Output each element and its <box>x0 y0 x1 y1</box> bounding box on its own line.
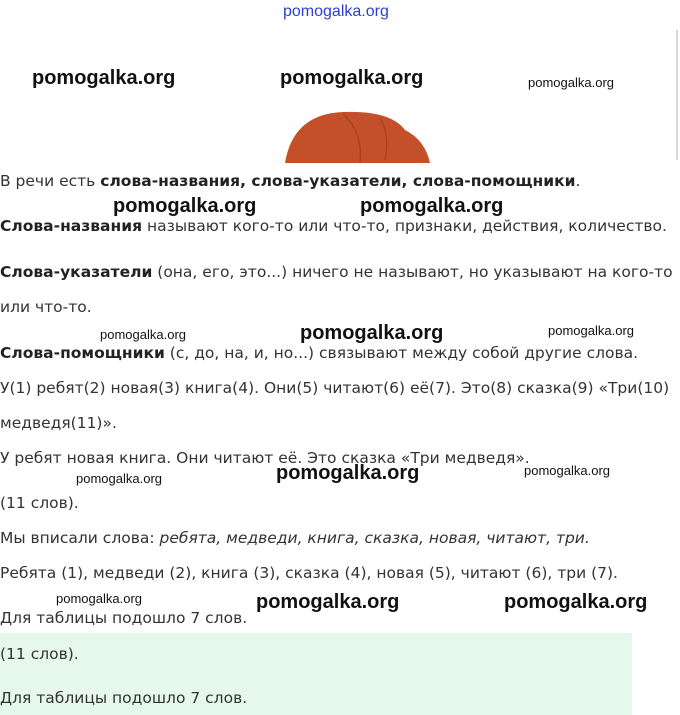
watermark: pomogalka.org <box>256 591 400 613</box>
text-line-numbered-cont: медведя(11)». <box>0 414 117 432</box>
illustration-ball <box>285 110 435 165</box>
text-line-pointers: Слова-указатели (она, его, это...) ничего не называют, но указывают на кого-то <box>0 263 673 281</box>
watermark: pomogalka.org <box>300 322 444 344</box>
watermark: pomogalka.org <box>528 75 614 90</box>
text-line-written: Мы вписали слова: ребята, медведи, книга, сказка, новая, читают, три. <box>0 529 590 547</box>
watermark: pomogalka.org <box>280 67 424 89</box>
watermark: pomogalka.org <box>100 327 186 342</box>
watermark: pomogalka.org <box>56 591 142 606</box>
text-line-helpers: Слова-помощники (с, до, на, и, но...) связывают между собой другие слова. <box>0 344 639 362</box>
text-line-numbered: У(1) ребят(2) новая(3) книга(4). Они(5) читают(6) её(7). Это(8) сказка(9) «Три(10) <box>0 379 670 397</box>
text-line-intro: В речи есть слова-названия, слова-указатели, слова-помощники. <box>0 172 581 190</box>
watermark: pomogalka.org <box>276 462 420 484</box>
text-line-names: Слова-названия называют кого-то или что-то, признаки, действия, количество. <box>0 217 667 235</box>
text-line-sentence: У ребят новая книга. Они читают её. Это сказка «Три медведя». <box>0 449 530 467</box>
watermark: pomogalka.org <box>504 591 648 613</box>
text-line-list: Ребята (1), медведи (2), книга (3), сказка (4), новая (5), читают (6), три (7). <box>0 564 618 582</box>
watermark: pomogalka.org <box>360 195 504 217</box>
watermark: pomogalka.org <box>548 323 634 338</box>
watermark: pomogalka.org <box>113 195 257 217</box>
watermark-top[interactable]: pomogalka.org <box>283 3 389 20</box>
text-line-table-2: Для таблицы подошло 7 слов. <box>0 689 248 707</box>
watermark: pomogalka.org <box>524 463 610 478</box>
text-line-count: (11 слов). <box>0 494 79 512</box>
text-line-table: Для таблицы подошло 7 слов. <box>0 609 248 627</box>
watermark: pomogalka.org <box>76 471 162 486</box>
watermark: pomogalka.org <box>32 67 176 89</box>
text-line-pointers-cont: или что-то. <box>0 298 92 316</box>
scrollbar-edge <box>676 30 678 160</box>
text-line-count-2: (11 слов). <box>0 645 79 663</box>
